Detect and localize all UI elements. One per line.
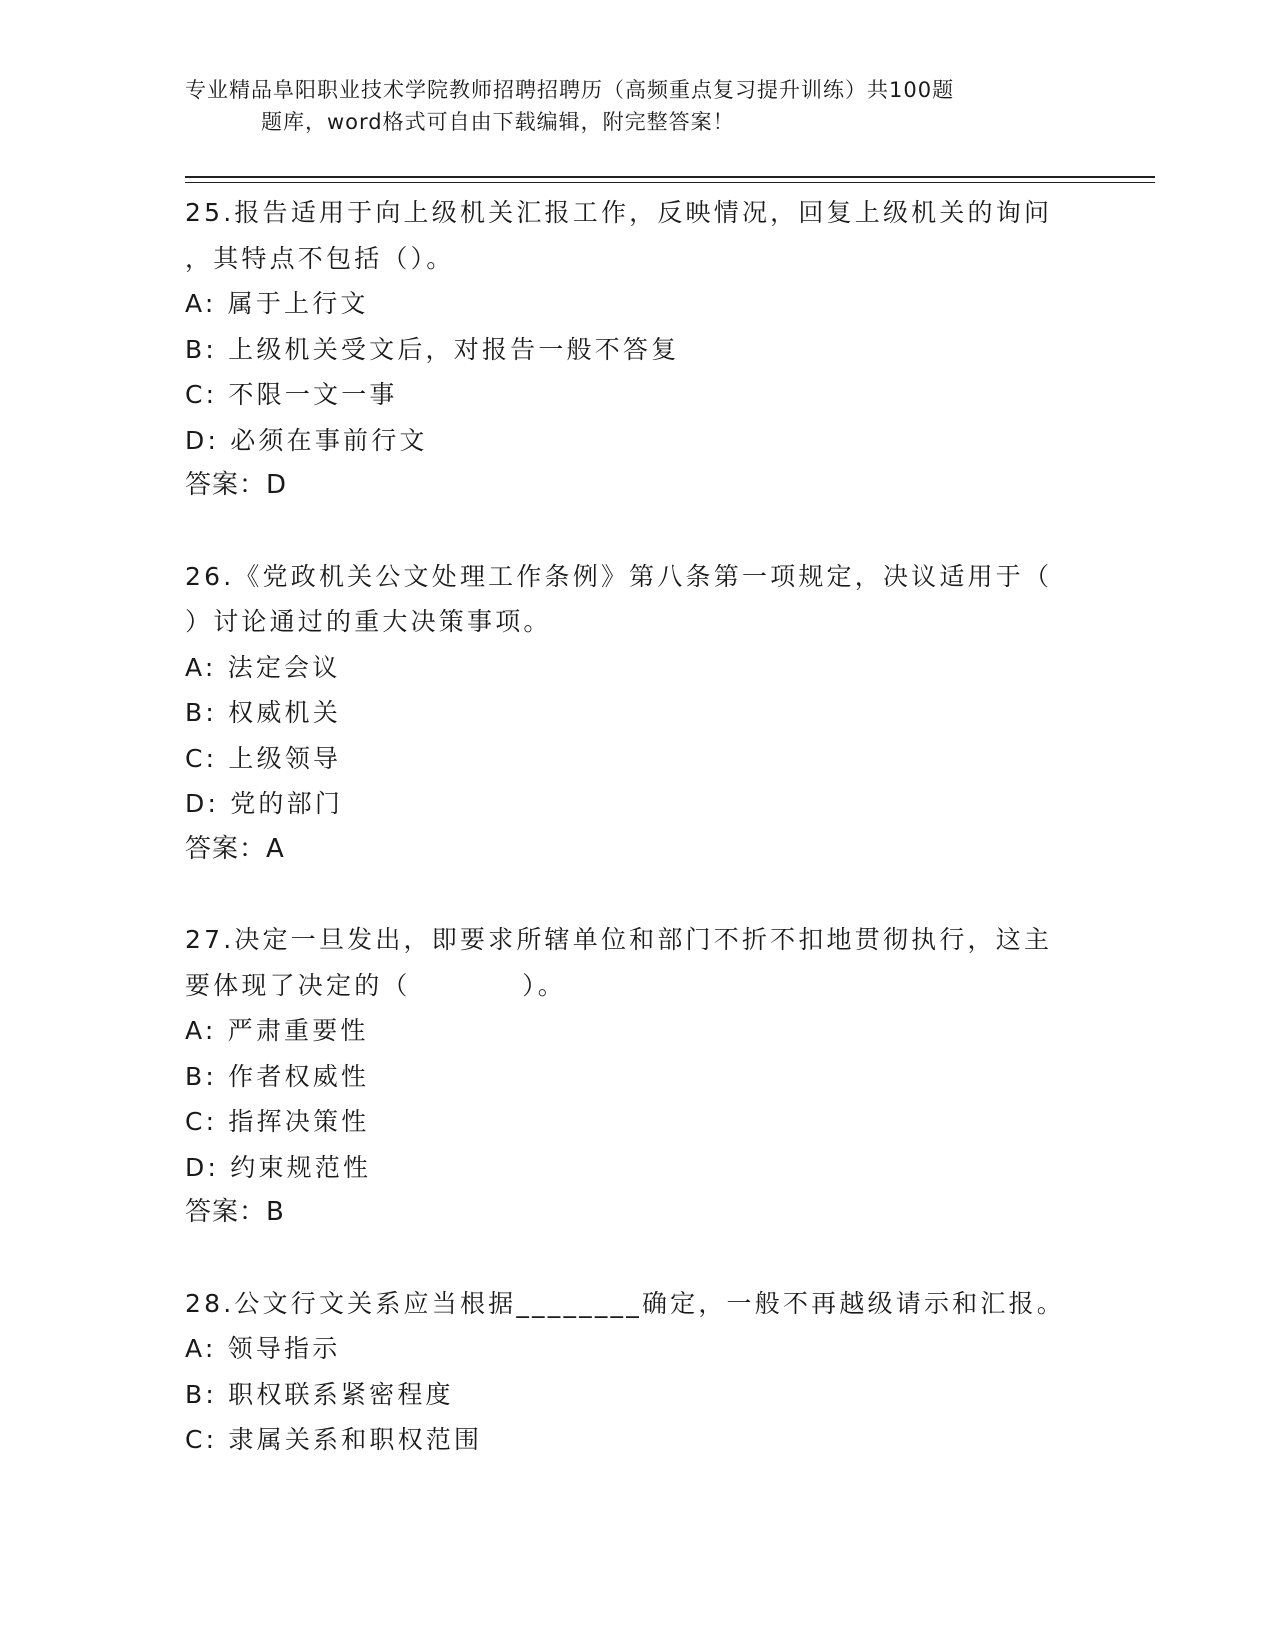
option-c: C: 指挥决策性 <box>185 1107 370 1136</box>
header-rule-thick <box>185 176 1155 178</box>
option-b: B: 上级机关受文后，对报告一般不答复 <box>185 334 680 364</box>
option-a: A: 领导指示 <box>185 1334 341 1363</box>
answer: 答案：A <box>185 833 285 864</box>
header-rule-thin <box>185 182 1155 183</box>
option-a: A: 严肃重要性 <box>185 1016 369 1045</box>
option-c: C: 上级领导 <box>185 743 342 773</box>
option-a: A: 法定会议 <box>185 652 341 682</box>
answer: 答案：B <box>185 1197 285 1227</box>
question-list <box>185 190 1085 1508</box>
option-d: D: 党的部门 <box>185 789 344 818</box>
question-text: 要体现了决定的（ ）。 <box>185 970 566 1000</box>
answer: 答案：D <box>185 470 288 500</box>
option-c: C: 隶属关系和职权范围 <box>185 1425 483 1454</box>
question-26 <box>185 554 1085 873</box>
option-b: B: 职权联系紧密程度 <box>185 1379 454 1409</box>
option-d: D: 必须在事前行文 <box>185 425 428 455</box>
question-text: ）讨论通过的重大决策事项。 <box>185 607 552 636</box>
question-text: 25.报告适用于向上级机关汇报工作，反映情况，回复上级机关的询问 <box>185 198 1053 227</box>
question-text: ，其特点不包括（）。 <box>185 243 455 273</box>
question-text: 27.决定一旦发出，即要求所辖单位和部门不折不扣地贯彻执行，这主 <box>185 925 1053 954</box>
option-c: C: 不限一文一事 <box>185 380 398 409</box>
option-d: D: 约束规范性 <box>185 1152 372 1182</box>
option-a: A: 属于上行文 <box>185 289 369 318</box>
question-25 <box>185 190 1085 509</box>
question-28 <box>185 1281 1085 1463</box>
question-27 <box>185 917 1085 1236</box>
header-line-1: 专业精品阜阳职业技术学院教师招聘招聘历（高频重点复习提升训练）共100题 <box>185 78 955 102</box>
header-line-2: 题库，word格式可自由下载编辑，附完整答案！ <box>261 110 735 134</box>
option-b: B: 权威机关 <box>185 698 341 727</box>
document-header <box>185 74 1065 138</box>
question-text: 28.公文行文关系应当根据________确定，一般不再越级请示和汇报。 <box>185 1288 1065 1318</box>
option-b: B: 作者权威性 <box>185 1061 370 1091</box>
question-text: 26.《党政机关公文处理工作条例》第八条第一项规定，决议适用于（ <box>185 561 1053 591</box>
